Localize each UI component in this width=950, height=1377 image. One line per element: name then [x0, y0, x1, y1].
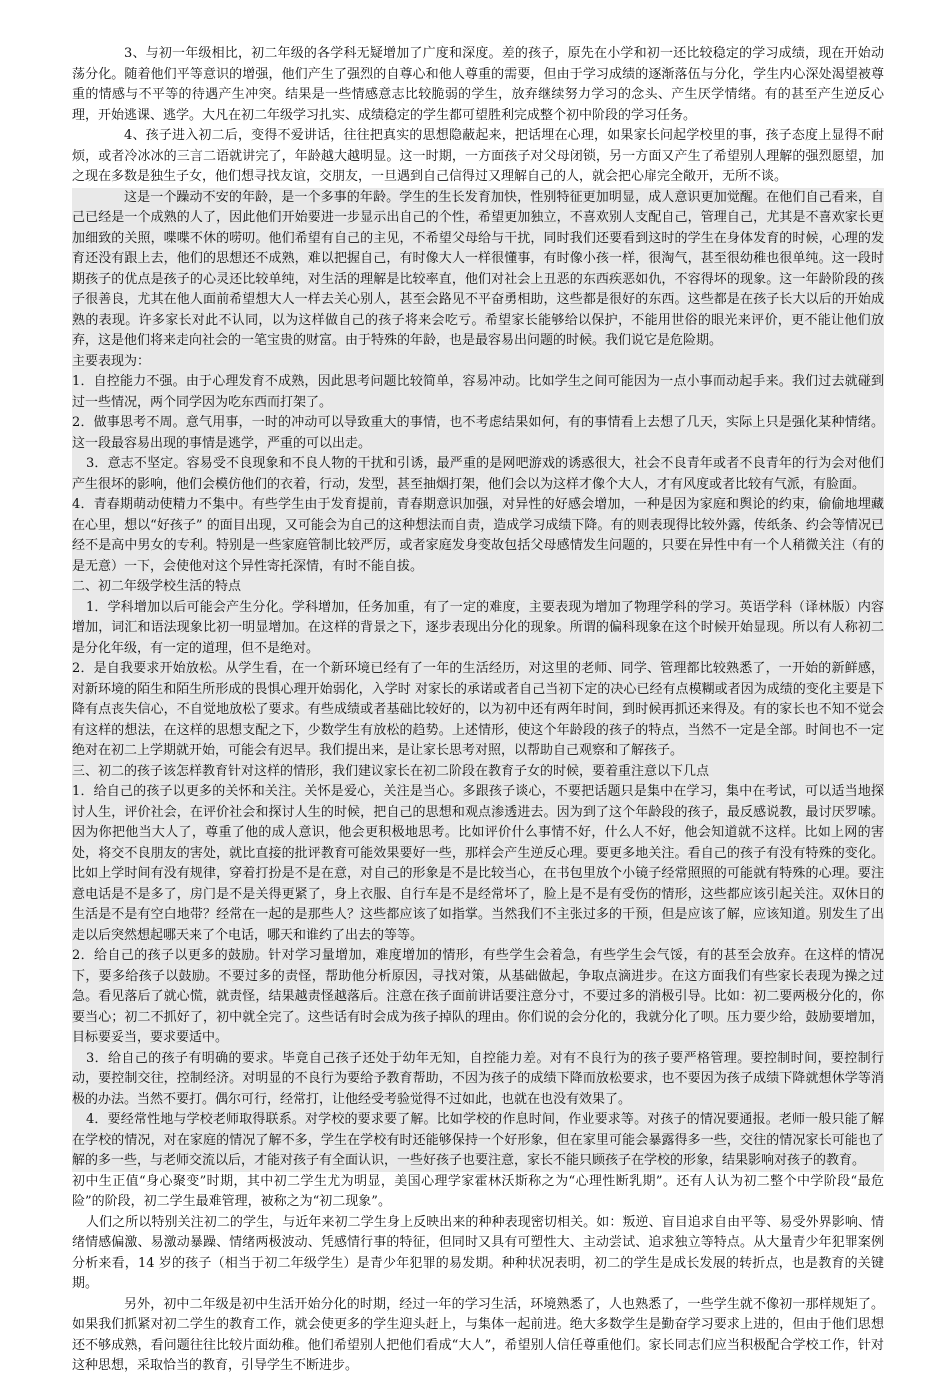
- lead-text: 主要表现为：: [72, 353, 151, 369]
- paragraph-3: 3、与初一年级相比，初二年级的各学科无疑增加了广度和深度。差的孩子，原先在小学和初一还比较稳定的学习成绩，现在开始动荡分化。随着他们平等意识的增强，他们产生了强烈的自尊心和他人尊重的需要，但由于学习成绩的逐渐落伍与分化，学生内心深处渴望被尊重的情感与不平等的待遇产生冲突。结果是一些情感意志比较脆弱的学生，放弃继续努力学习的念头、产生厌学情绪。有的甚至产生逆反心理，开始逃课、逃学。大凡在初二年级学习扎实、成绩稳定的学生都可望胜利完成整个初中阶段的学习任务。: [72, 46, 884, 123]
- list-item: 3．给自己的孩子有明确的要求。毕竟自己孩子还处于幼年无知，自控能力差。对有不良行为的孩子要严格管理。要控制时间，要控制行动，要控制交往，控制经济。对明显的不良行为要给予教育帮助，不因为孩子的成绩下降而放松要求，也不要因为孩子成绩下降就想休学等消极的办法。当然不要打。偶尔可行，经常打，让他经受考验觉得不过如此，也就在也没有效果了。: [72, 1050, 884, 1107]
- paragraph-tail: 另外，初中二年级是初中生活开始分化的时期，经过一年的学习生活，环境熟悉了，人也熟悉了，一些学生就不像初一那样规矩了。如果我们抓紧对初二学生的教育工作，就会使更多的学生迎头赶上，与集体一起前进。绝大多数学生是勤奋学习要求上进的，但由于他们思想还不够成熟，看问题往往比较片面幼稚。他们希望别人把他们看成“大人”，希望别人信任尊重他们。家长同志们应当积极配合学校工作，针对这种思想，采取恰当的教育，引导学生不断进步。: [72, 1296, 884, 1373]
- paragraph-age: 这是一个躁动不安的年龄，是一个多事的年龄。学生的生长发育加快，性别特征更加明显，成人意识更加觉醒。在他们自己看来，自己已经是一个成熟的人了，因此他们开始要进一步显示出自己的个性，希望更加独立，不喜欢别人支配自己，管理自己，尤其是不喜欢家长更加细致的关照，喋喋不休的唠叨。他们希望有自己的主见，不希望父母给与干扰，同时我们还要看到这时的学生在身体发育的时候，心理的发育还没有跟上去，他们的思想还不成熟，难以把握自己，有时像大人一样很懂事，有时像小孩一样，很淘气，甚至很幼稚也很单纯。这一段时期孩子的优点是孩子的心灵还比较单纯，对生活的理解是比较率直，他们对社会上丑恶的东西疾恶如仇，不容得坏的现象。这一年龄阶段的孩子很善良，尤其在他人面前希望想大人一样去关心别人，甚至会路见不平奋勇相助，这些都是很好的东西。这些都是在孩子长大以后的开始成熟的表现。许多家长对此不认同，以为这样做自己的孩子将来会吃亏。希望家长能够给以保护，不能用世俗的眼光来评价，更不能让他们放弃，这是他们将来走向社会的一笔宝贵的财富。由于特殊的年龄，也是最容易出问题的时候。我们说它是危险期。: [72, 189, 884, 348]
- list-item: 2．做事思考不周。意气用事，一时的冲动可以导致重大的事情，也不考虑结果如何，有的事情看上去想了几天，实际上只是强化某种情绪。这一段最容易出现的事情是逃学，严重的可以出走。: [72, 415, 884, 451]
- list-item: 1．学科增加以后可能会产生分化。学科增加，任务加重，有了一定的难度，主要表现为增加了物理学科的学习。英语学科（译林版）内容增加，词汇和语法现象比初一明显增加。在这样的背景之下，逐步表现出分化的现象。所谓的偏科现象在这个时候开始显现。所以有人称初二是分化年级，有一定的道理，但不是绝对。: [72, 599, 884, 656]
- section-heading: 三、初二的孩子该怎样教育针对这样的情形，我们建议家长在初二阶段在教育子女的时候，要着重注意以下几点: [72, 763, 710, 779]
- shaded-section: [72, 188, 884, 1172]
- list-item: 4．青春期萌动使精力不集中。有些学生由于发育提前，青春期意识加强，对异性的好感会增加，一种是因为家庭和舆论的约束，偷偷地埋藏在心里，想以“好孩子” 的面目出现，又可能会为自己的这种想法而自责，造成学习成绩下降。有的则表现得比较外露，传纸条、约会等情况已经不是高中男女的专利。特别是一些家庭管制比较严厉，或者家庭发身变故包括父母感情发生问题的，只要在异性中有一个人稍微关注（有的是无意）一下，会使他对这个异性寄托深情，有时不能自拔。: [72, 497, 884, 574]
- list-item: 4．要经常性地与学校老师取得联系。对学校的要求要了解。比如学校的作息时间，作业要求等。对孩子的情况要通报。老师一般只能了解在学校的情况，对在家庭的情况了解不多，学生在学校有时还能够保持一个好形象，但在家里可能会暴露得多一些，交往的情况家长可能也了解的多一些，与老师交流以后，才能对孩子有全面认识，一些好孩子也要注意，家长不能只顾孩子在学校的形象，结果影响对孩子的教育。: [72, 1112, 884, 1168]
- list-item: 2．给自己的孩子以更多的鼓励。针对学习量增加，难度增加的情形，有些学生会着急，有些学生会气馁，有的甚至会放弃。在这样的情况下，要多给孩子以鼓励。不要过多的责怪，帮助他分析原因，寻找对策，从基础做起，争取点滴进步。在这方面我们有些家长表现为操之过急。看见落后了就心慌，就责怪，结果越责怪越落后。注意在孩子面前讲话要注意分寸，不要过多的消极引导。比如：初二要两极分化的，你要当心；初二不抓好了，初中就全完了。这些话有时会成为孩子掉队的理由。你们说的会分化的，我就分化了呗。压力要少给，鼓励要增加，目标要妥当，要求要适中。: [72, 948, 884, 1045]
- document-page: [72, 44, 884, 1377]
- paragraph-4: 4、孩子进入初二后，变得不爱讲话，往往把真实的思想隐蔽起来，把话埋在心理，如果家长问起学校里的事，孩子态度上显得不耐烦，或者冷冰冰的三言二语就讲完了，年龄越大越明显。这一时期，一方面孩子对父母闭锁，另一方面又产生了希望别人理解的强烈愿望，加之现在多数是独生子女，他们想寻找友谊，交朋友，一旦遇到自己信得过又理解自己的人，就会把心扉完全敞开，无所不谈。: [72, 128, 884, 184]
- paragraph-tail: 人们之所以特别关注初二的学生，与近年来初二学生身上反映出来的种种表现密切相关。如：叛逆、盲目追求自由平等、易受外界影响、情绪情感偏激、易激动暴躁、情绪两极波动、凭感情行事的特征，但同时又具有可塑性大、主动尝试、追求独立等特点。从大量青少年犯罪案例分析来看，14 岁的孩子（相当于初二年级学生）是青少年犯罪的易发期。种种状况表明，初二的学生是成长发展的转折点，也是教育的关键期。: [72, 1214, 884, 1291]
- list-item: 2．是自我要求开始放松。从学生看，在一个新环境已经有了一年的生活经历，对这里的老师、同学、管理都比较熟悉了，一开始的新鲜感，对新环境的陌生和陌生所形成的畏惧心理开始弱化，入学时 对家长的承诺或者自己当初下定的决心已经有点模糊或者因为成绩的变化主要是下降有点丧失信心，不自觉地放松了要求。有些成绩或者基础比较好的，以为初中还有两年时间，到时候再抓还来得及。有的家长也不知不觉会有这样的想法，在这样的思想支配之下，少数学生有放松的趋势。上述情形，使这个年龄段的孩子的特点，当然不一定是全部。时间也不一定绝对在初二上学期就开始，可能会有迟早。我们提出来，是让家长思考对照，以帮助自己观察和了解孩子。: [72, 661, 884, 758]
- paragraph-tail: 初中生正值“身心聚变”时期，其中初二学生尤为明显，美国心理学家霍林沃斯称之为“心理性断乳期”。还有人认为初二整个中学阶段“最危险”的阶段，初二学生最难管理，被称之为“初二现象”。: [72, 1173, 884, 1209]
- section-heading: 二、初二年级学校生活的特点: [72, 579, 242, 594]
- list-item: 1．给自己的孩子以更多的关怀和关注。关怀是爱心，关注是当心。多跟孩子谈心，不要把话题只是集中在学习，集中在考试，可以适当地探讨人生，评价社会，在评价社会和探讨人生的时候，把自己的思想和观点渗透进去。因为到了这个年龄段的孩子，最反感说教，最讨厌罗嗦。因为你把他当大人了，尊重了他的成人意识，他会更积极地思考。比如评价什么事情不好，什么人不好，他会知道就不这样。比如上网的害处，将交不良朋友的害处，就比直接的批评教育可能效果要好一些，那样会产生逆反心理。要更多地关注。看自己的孩子有没有特殊的变化。比如上学时间有没有规律，穿着打扮是不是在意，对自己的形象是不是比较当心，在书包里放个小镜子经常照照的可能就有特殊的心理。要注意电话是不是多了，房门是不是关得更紧了，身上衣服、自行车是不是经常坏了，脸上是不是有受伤的情形，这些都应该引起关注。双休日的生活是不是有空白地带？经常在一起的是那些人？这些都应该了如指掌。当然我们不主张过多的干预，但是应该了解，应该知道。别发生了出走以后突然想起哪天来了个电话，哪天和谁约了出去的等等。: [72, 784, 884, 943]
- list-item: 3．意志不坚定。容易受不良现象和不良人物的干扰和引诱，最严重的是网吧游戏的诱惑很大，社会不良青年或者不良青年的行为会对他们产生很坏的影响，他们会模仿他们的衣着，行动，发型，甚至抽烟打架，他们会以为这样才像个大人，才有风度或者比较有气派，有脸面。: [72, 456, 884, 492]
- list-item: 1．自控能力不强。由于心理发育不成熟，因此思考问题比较简单，容易冲动。比如学生之间可能因为一点小事而动起手来。我们过去就碰到过一些情况，两个同学因为吃东西而打架了。: [72, 374, 884, 410]
